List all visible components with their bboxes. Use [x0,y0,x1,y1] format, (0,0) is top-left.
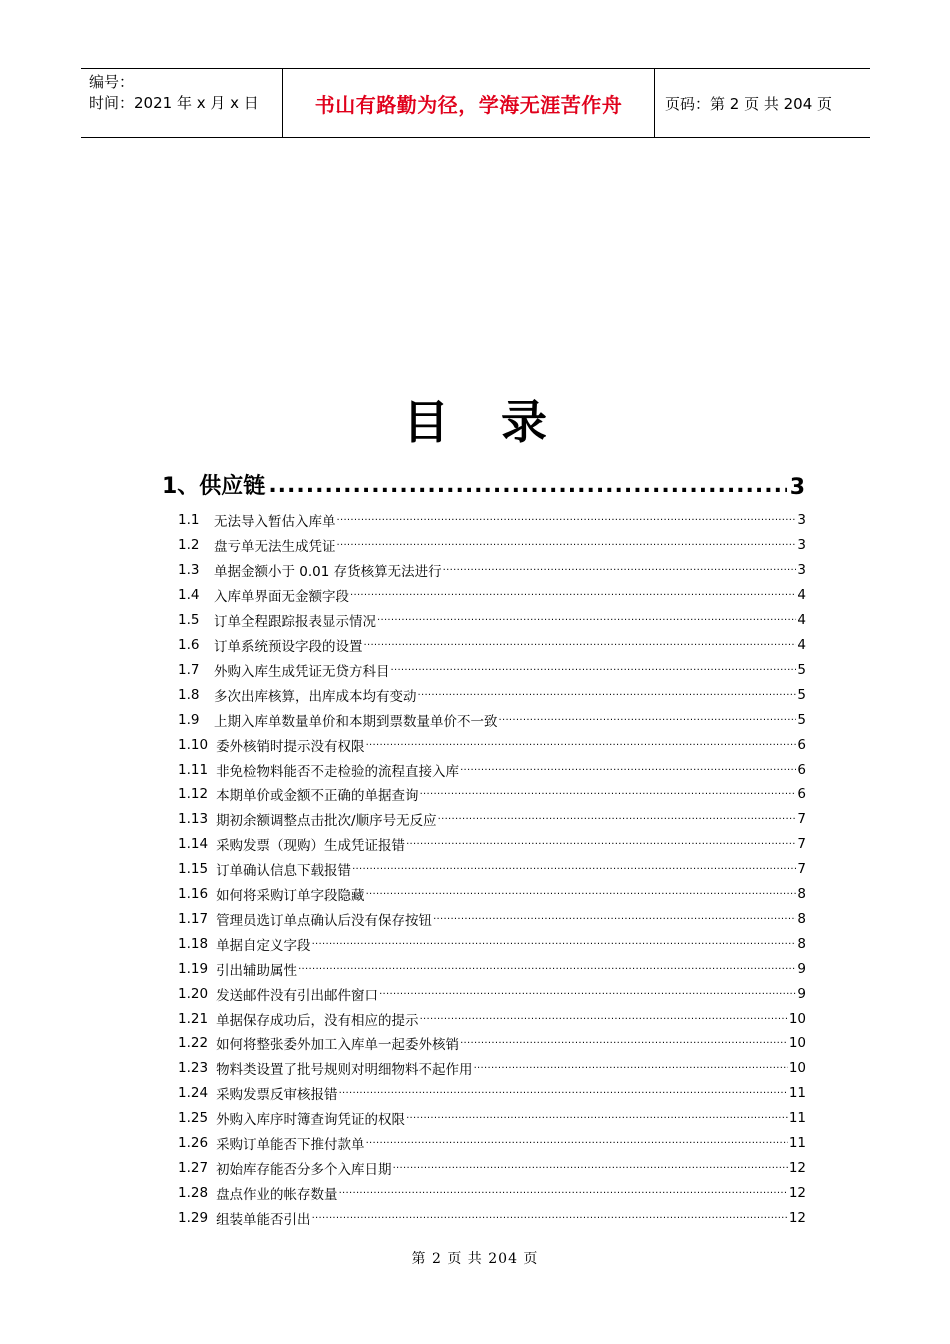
leader-dots [364,638,797,652]
toc-entry-text: 发送邮件没有引出邮件窗口 [216,987,379,1004]
toc-entry[interactable] [178,757,806,782]
toc-entry[interactable] [178,583,806,608]
leader-dots [443,563,797,577]
toc-entry[interactable] [178,857,806,882]
leader-dots [393,1161,788,1175]
toc-entry-number: 1.6 [178,636,200,653]
toc-entry-text: 非免检物料能否不走检验的流程直接入库 [216,763,460,780]
toc-entry-text: 单据保存成功后，没有相应的提示 [216,1012,419,1029]
toc-entry-page: 3 [797,537,806,554]
toc-entry-number: 1.21 [178,1010,209,1027]
toc-entry[interactable] [178,832,806,857]
toc-entry[interactable] [178,558,806,583]
toc-entry-number: 1.29 [178,1209,209,1226]
leader-dots [339,1186,788,1200]
toc-entry-number: 1.17 [178,910,209,927]
toc-entry-text: 单据自定义字段 [216,937,311,954]
toc-entry-number: 1.16 [178,886,209,903]
toc-entry-page: 10 [788,1060,806,1077]
toc-entry-page: 7 [797,836,806,853]
toc-entry-number: 1.25 [178,1110,209,1127]
toc-entry-text: 多次出库核算，出库成本均有变动 [214,688,417,705]
toc-entry-page: 10 [788,1010,806,1027]
toc-entry-number: 1.27 [178,1160,209,1177]
toc-entry-text: 委外核销时提示没有权限 [216,738,365,755]
leader-dots [377,613,796,627]
toc-entry-page: 9 [797,985,806,1002]
toc-entry[interactable] [178,807,806,832]
toc-entry-page: 6 [797,786,806,803]
toc-list [178,508,806,1230]
leader-dots [312,937,797,951]
toc-entry-text: 物料类设置了批号规则对明细物料不起作用 [216,1062,473,1079]
toc-entry[interactable] [178,657,806,682]
toc-entry[interactable] [178,608,806,633]
toc-entry-text: 引出辅助属性 [216,962,298,979]
toc-entry[interactable] [178,782,806,807]
toc-entry-text: 采购订单能否下推付款单 [216,1137,365,1154]
toc-entry[interactable] [178,931,806,956]
toc-entry-text: 组装单能否引出 [216,1211,311,1228]
time-label: 时间：2021 年 x 月 x 日 [89,94,259,112]
toc-entry[interactable] [178,1180,806,1205]
leader-dots [350,588,796,602]
leader-dots [337,538,797,552]
page-footer: 第 2 页 共 204 页 [411,1251,539,1267]
toc-entry-page: 8 [797,910,806,927]
toc-entry-text: 盘点作业的帐存数量 [216,1186,338,1203]
toc-section-heading[interactable] [162,466,805,500]
toc-entry[interactable] [178,1031,806,1056]
toc-entry-text: 如何将整张委外加工入库单一起委外核销 [216,1037,460,1054]
toc-entry-text: 单据金额小于 0.01 存货核算无法进行 [214,564,442,581]
toc-entry-page: 12 [788,1184,806,1201]
toc-entry[interactable] [178,907,806,932]
toc-entry[interactable] [178,1056,806,1081]
toc-entry[interactable] [178,956,806,981]
toc-entry[interactable] [178,1205,806,1230]
title-char-1: 目 [403,395,449,449]
header-page-info: 页码：第 2 页 共 204 页 [665,94,833,113]
toc-entry-page: 4 [797,612,806,629]
leader-dots [406,1111,788,1125]
toc-entry[interactable] [178,882,806,907]
toc-entry-number: 1.2 [178,537,200,554]
toc-entry-text: 无法导入暂估入库单 [214,514,336,531]
leader-dots [420,1012,788,1026]
toc-entry-number: 1.15 [178,861,209,878]
toc-entry[interactable] [178,732,806,757]
toc-entry-page: 4 [797,636,806,653]
toc-entry-text: 订单确认信息下载报错 [216,863,352,880]
toc-entry-number: 1.19 [178,960,209,977]
toc-entry-page: 12 [788,1160,806,1177]
toc-entry-number: 1.23 [178,1060,209,1077]
section-page: 3 [789,475,805,500]
toc-entry-text: 如何将采购订单字段隐藏 [216,888,365,905]
toc-entry-number: 1.8 [178,686,200,703]
toc-entry-page: 11 [788,1110,806,1127]
toc-entry-number: 1.20 [178,985,209,1002]
toc-entry-page: 8 [797,935,806,952]
toc-entry-number: 1.9 [178,711,200,728]
toc-entry-text: 本期单价或金额不正确的单据查询 [216,788,419,805]
toc-entry[interactable] [178,508,806,533]
leader-dots [418,688,797,702]
leader-dots [337,513,797,527]
toc-entry-page: 12 [788,1209,806,1226]
toc-entry-number: 1.1 [178,512,200,529]
toc-entry-number: 1.13 [178,811,209,828]
toc-entry-number: 1.24 [178,1085,209,1102]
leader-dots [499,713,797,727]
toc-entry-page: 4 [797,587,806,604]
title-char-2: 录 [501,395,547,449]
toc-entry[interactable] [178,1081,806,1106]
toc-entry-page: 5 [797,711,806,728]
toc-entry-text: 期初余额调整点击批次/顺序号无反应 [216,813,437,830]
toc-entry-number: 1.10 [178,736,209,753]
leader-dots [379,987,796,1001]
toc-entry-number: 1.11 [178,761,209,778]
header-motto: 书山有路勤为径，学海无涯苦作舟 [282,69,655,137]
toc-entry-page: 7 [797,811,806,828]
toc-entry-page: 7 [797,861,806,878]
toc-entry[interactable] [178,1106,806,1131]
leader-dots [366,738,797,752]
toc-entry-page: 6 [797,761,806,778]
toc-entry-text: 初始库存能否分多个入库日期 [216,1162,392,1179]
toc-entry[interactable] [178,633,806,658]
toc-entry-page: 3 [797,512,806,529]
toc-entry-page: 3 [797,562,806,579]
toc-entry[interactable] [178,1131,806,1156]
toc-entry[interactable] [178,707,806,732]
toc-entry-page: 9 [797,960,806,977]
toc-entry-page: 8 [797,886,806,903]
toc-entry-text: 采购发票（现购）生成凭证报错 [216,838,406,855]
toc-entry-page: 5 [797,661,806,678]
toc-entry-text: 订单系统预设字段的设置 [214,638,363,655]
toc-entry-number: 1.5 [178,612,200,629]
toc-entry-page: 6 [797,736,806,753]
toc-entry-text: 管理员选订单点确认后没有保存按钮 [216,912,433,929]
toc-entry-number: 1.18 [178,935,209,952]
leader-dots [366,887,797,901]
leader-dots [438,812,797,826]
page-header [81,68,870,138]
toc-entry-text: 外购入库序时簿查询凭证的权限 [216,1112,406,1129]
toc-entry-number: 1.3 [178,562,200,579]
section-label: 1、供应链 [162,474,266,499]
toc-entry[interactable] [178,533,806,558]
toc-title [0,392,950,452]
toc-entry-number: 1.26 [178,1135,209,1152]
header-meta [81,69,282,137]
toc-entry[interactable] [178,1156,806,1181]
toc-entry-number: 1.12 [178,786,209,803]
toc-entry-page: 11 [788,1135,806,1152]
leader-dots [366,1136,788,1150]
toc-entry-page: 11 [788,1085,806,1102]
leader-dots [268,476,786,496]
leader-dots [339,1086,788,1100]
toc-entry-number: 1.4 [178,587,200,604]
leader-dots [433,912,796,926]
toc-entry-text: 盘亏单无法生成凭证 [214,539,336,556]
toc-entry-text: 外购入库生成凭证无贷方科目 [214,663,390,680]
leader-dots [391,663,797,677]
toc-entry-text: 入库单界面无金额字段 [214,589,349,606]
toc-entry[interactable] [178,682,806,707]
leader-dots [420,787,797,801]
leader-dots [406,837,796,851]
toc-entry-page: 10 [788,1035,806,1052]
leader-dots [352,862,796,876]
leader-dots [298,962,796,976]
toc-entry-number: 1.14 [178,836,209,853]
toc-entry-number: 1.28 [178,1184,209,1201]
toc-entry-text: 订单全程跟踪报表显示情况 [214,614,376,631]
number-label: 编号： [89,73,135,91]
toc-entry-number: 1.22 [178,1035,209,1052]
toc-entry-page: 5 [797,686,806,703]
toc-entry-text: 采购发票反审核报错 [216,1087,338,1104]
toc-entry-text: 上期入库单数量单价和本期到票数量单价不一致 [214,713,498,730]
leader-dots [312,1211,788,1225]
leader-dots [460,1036,788,1050]
toc-entry[interactable] [178,981,806,1006]
toc-entry-number: 1.7 [178,661,200,678]
leader-dots [460,763,796,777]
toc-entry[interactable] [178,1006,806,1031]
leader-dots [474,1061,788,1075]
